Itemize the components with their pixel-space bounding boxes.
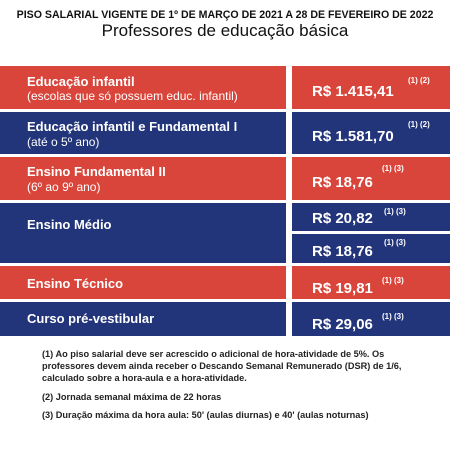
row-price: R$ 1.415,41	[312, 83, 394, 100]
row-label-cell	[0, 203, 286, 263]
row-price-notes: (1) (2)	[408, 76, 430, 85]
row-sublabel: (6º ao 9º ano)	[27, 180, 101, 194]
table-row-educacao-infantil	[0, 66, 450, 109]
page-header-subtitle: Professores de educação básica	[101, 21, 349, 40]
page-header-title: PISO SALARIAL VIGENTE DE 1º DE MARÇO DE 2021 A 28 DE FEVEREIRO DE 2022	[16, 9, 434, 21]
row-price-notes: (1) (2)	[408, 120, 430, 129]
row-label: Ensino Técnico	[27, 276, 124, 291]
row-price: R$ 29,06	[312, 316, 373, 333]
table-row-curso-pre-vestibular	[0, 302, 450, 336]
footnote-2: (2) Jornada semanal máxima de 22 horas	[42, 391, 222, 402]
row-price: R$ 1.581,70	[312, 128, 394, 145]
row-price-cell	[292, 266, 450, 299]
row-price-notes: (1) (3)	[384, 238, 406, 247]
row-price-notes: (1) (3)	[384, 207, 406, 216]
footnotes	[42, 348, 432, 421]
row-price-cell-b	[292, 234, 450, 263]
table-row-educacao-infantil-fundamental-i	[0, 112, 450, 154]
row-price-notes: (1) (3)	[382, 312, 404, 321]
footnote-1: (1) Ao piso salarial deve ser acrescido o adicional de hora-atividade de 5%. Os professores devem ainda receber o Descando Semanal Remunerado (DSR) de 1/6, calculado sobre a hora-aula e a hora-atividade.	[42, 349, 402, 384]
row-sublabel: (até o 5º ano)	[27, 135, 100, 149]
row-label: Ensino Fundamental II	[27, 164, 166, 179]
table-row-ensino-fundamental-ii	[0, 157, 450, 200]
row-label-cell	[0, 66, 286, 109]
row-sublabel: (escolas que só possuem educ. infantil)	[27, 89, 238, 103]
row-price-notes: (1) (3)	[382, 164, 404, 173]
row-price-notes: (1) (3)	[382, 276, 404, 285]
row-price-cell	[292, 157, 450, 200]
row-price: R$ 20,82	[312, 210, 373, 227]
table-row-ensino-medio	[0, 203, 450, 263]
row-label: Educação infantil e Fundamental I	[27, 119, 238, 134]
row-price: R$ 18,76	[312, 174, 373, 191]
row-label-cell	[0, 302, 286, 336]
row-label: Curso pré-vestibular	[27, 311, 155, 326]
row-price: R$ 19,81	[312, 280, 373, 297]
row-label-cell	[0, 112, 286, 154]
row-price: R$ 18,76	[312, 243, 373, 260]
row-price-cell	[292, 66, 450, 109]
row-label: Educação infantil	[27, 74, 135, 89]
row-price-cell	[292, 112, 450, 154]
row-price-cell-a	[292, 203, 450, 231]
footnote-3: (3) Duração máxima da hora aula: 50' (aulas diurnas) e 40' (aulas noturnas)	[42, 409, 369, 420]
table-row-ensino-tecnico	[0, 266, 450, 299]
row-label-cell	[0, 266, 286, 299]
row-price-cell	[292, 302, 450, 336]
row-label-cell	[0, 157, 286, 200]
row-label: Ensino Médio	[27, 217, 112, 232]
